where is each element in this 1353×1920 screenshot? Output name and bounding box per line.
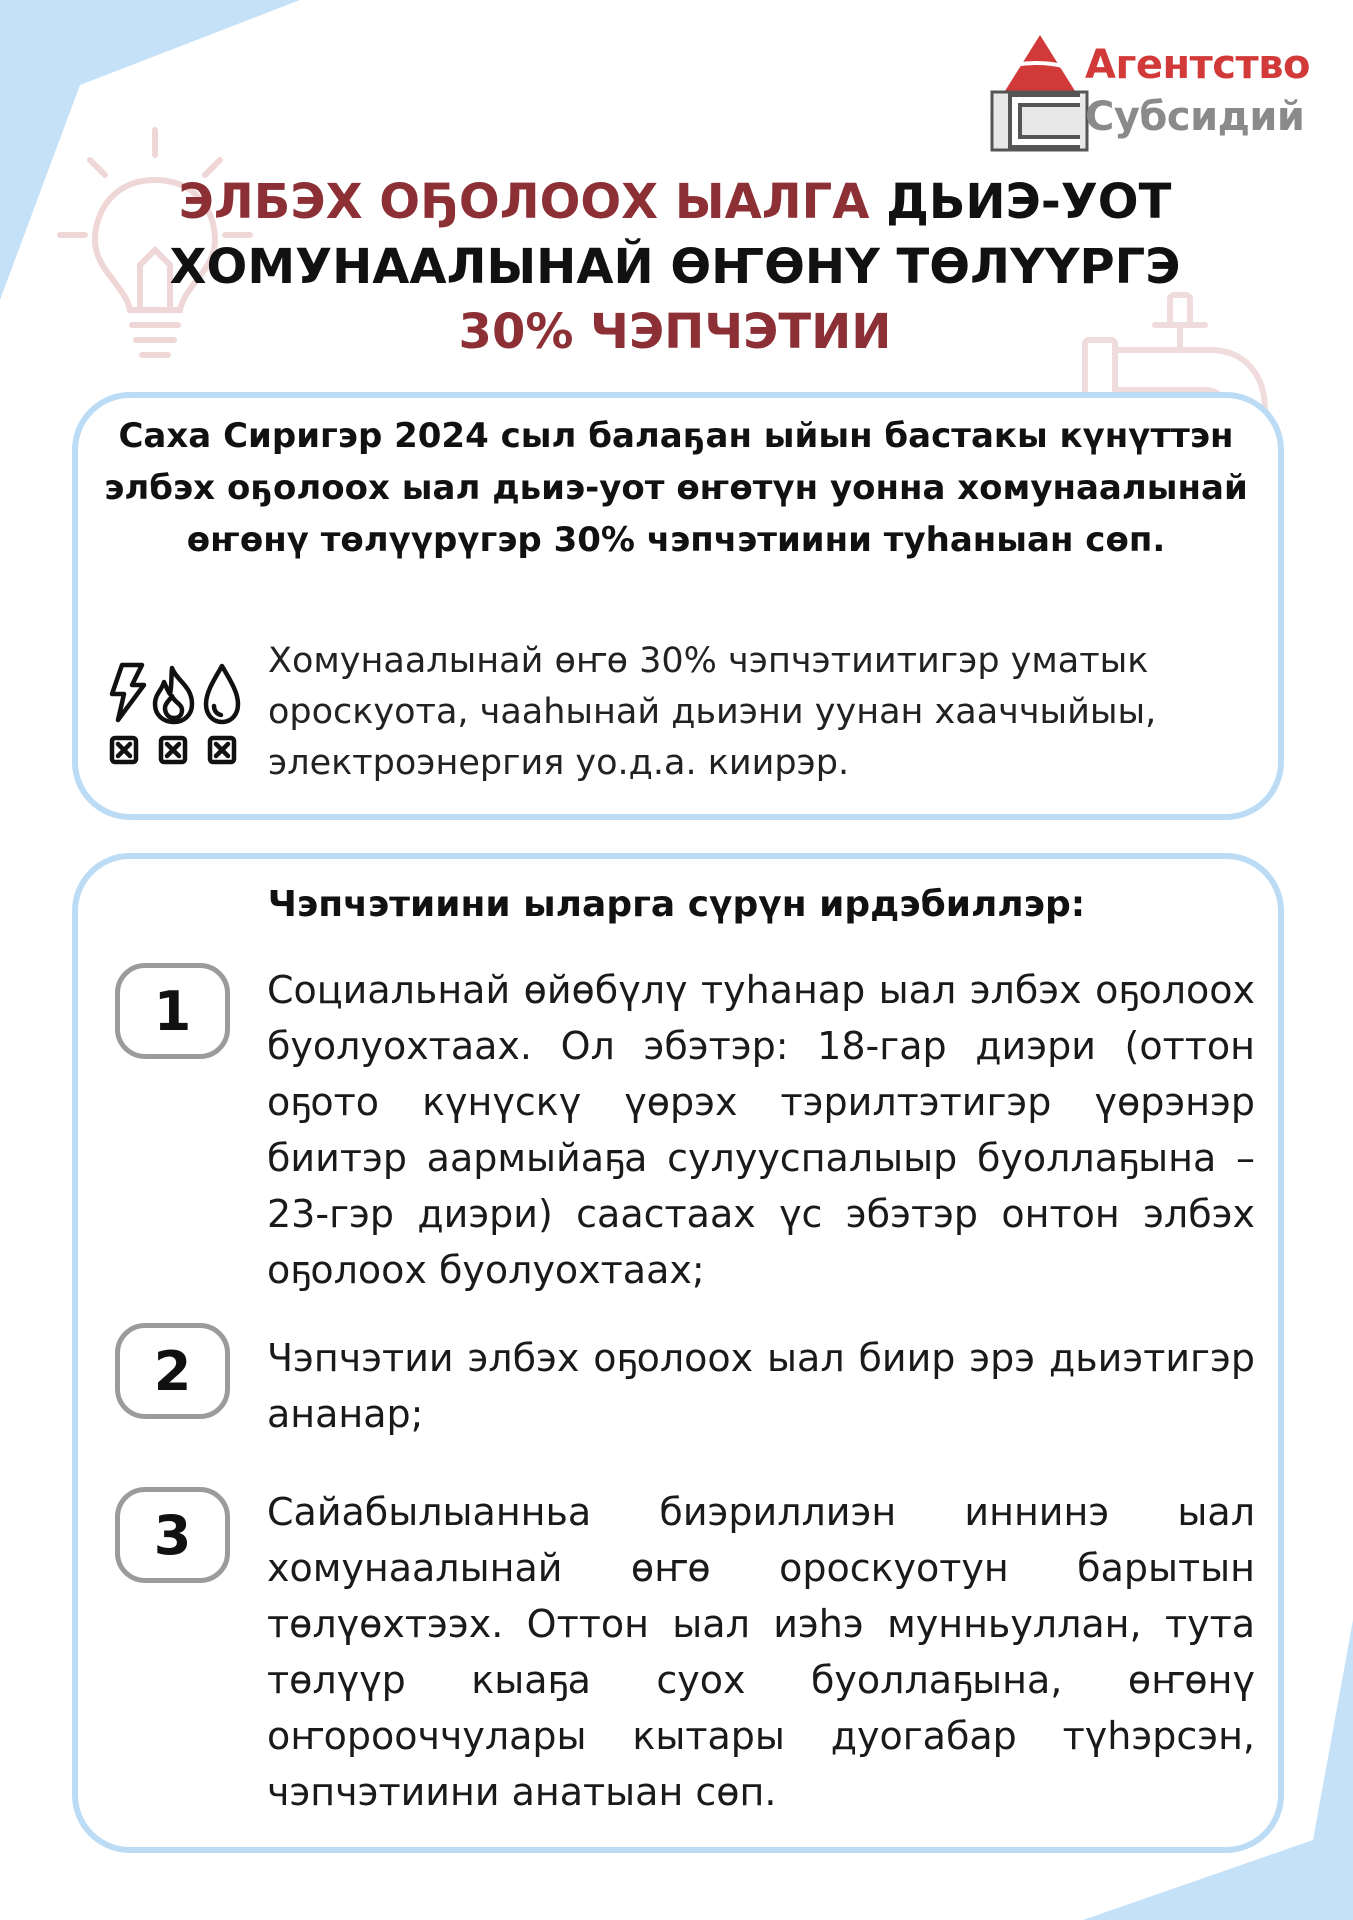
utilities-text: Хомунаалынай өҥө 30% чэпчэтиитигэр уматык ороскуота, чааһынай дьиэни уунан хааччыйыы, электроэнергия уо.д.а. киирэр. — [268, 641, 1157, 783]
title-line-3: 30% ЧЭПЧЭТИИ — [458, 304, 892, 360]
logo-text-subsidies: Субсидий — [1085, 94, 1305, 140]
title-red-part: ЭЛБЭХ ОҔОЛООХ ЫАЛГА — [178, 174, 870, 230]
title-line-1 — [80, 170, 1270, 235]
water-drop-icon — [206, 666, 238, 722]
page-title — [80, 170, 1270, 365]
title-dark-part: ДЬИЭ-УОТ — [886, 174, 1172, 230]
requirement-item-3: Сайабылыанньа биэриллиэн иннинэ ыал хомунаалынай өҥө ороскуотун барытын төлүөхтээх. Оттон ыал иэһэ мунньуллан, тута төлүүр кыаҕа суох буоллаҕына, өҥөнү оҥорооччулары кытары дуогабар түһэрсэн, чэпчэтиини анатыан сөп. — [267, 1490, 1255, 1814]
logo-text-agency: Агентство — [1085, 42, 1310, 88]
utilities-icon-group — [104, 660, 244, 770]
number-badge-3: 3 — [115, 1487, 230, 1583]
title-line-2: ХОМУНААЛЫНАЙ ӨҤӨНҮ ТӨЛҮҮРГЭ — [169, 239, 1181, 295]
requirement-item-1: Социальнай өйөбүлү туһанар ыал элбэх оҕолоох буолуохтаах. Ол эбэтэр: 18-гар диэри (оттон оҕото күнүскү үөрэх тэрилтэтигэр үөрэнэр биитэр аармыйаҕа сулууспалыыр буоллаҕына – 23-гэр диэри) саастаах үс эбэтэр онтон элбэх оҕолоох буолуохтаах; — [267, 968, 1255, 1292]
fire-icon — [155, 668, 192, 722]
requirements-heading: Чэпчэтиини ыларга сүрүн ирдэбиллэр: — [267, 884, 1086, 925]
number-badge-1: 1 — [115, 963, 230, 1059]
lightning-icon — [112, 665, 144, 720]
intro-text: Саха Сиригэр 2024 сыл балаҕан ыйын бастакы күнүттэн элбэх оҕолоох ыал дьиэ-уот өҥөтүн уонна хомунаалынай өҥөнү төлүүрүгэр 30% чэпчэтиини туһаныан сөп. — [104, 416, 1248, 560]
number-badge-2: 2 — [115, 1323, 230, 1419]
requirement-item-2: Чэпчэтии элбэх оҕолоох ыал биир эрэ дьиэтигэр ананар; — [267, 1336, 1255, 1436]
